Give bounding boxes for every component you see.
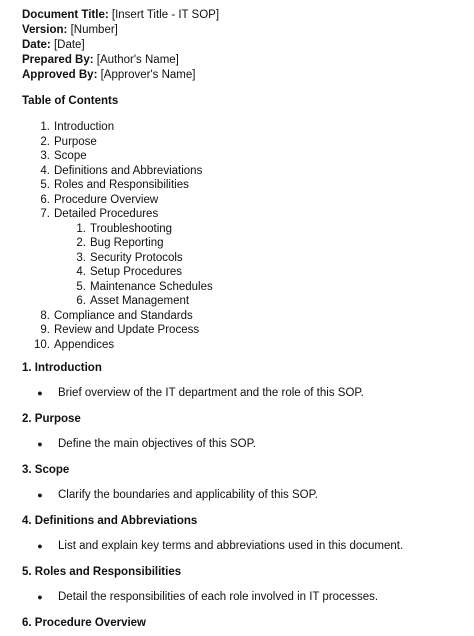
toc-item-number: 3. — [40, 150, 50, 162]
toc-item-number: 6. — [40, 193, 50, 206]
bullet-icon: ● — [37, 592, 43, 602]
toc-item — [22, 338, 462, 353]
approved-by-value: [Approver's Name] — [97, 69, 196, 81]
toc-subitem-number: 4. — [76, 266, 86, 278]
toc-subitem — [22, 265, 462, 280]
toc-item-label: Review and Update Process — [54, 324, 200, 336]
document-page — [22, 8, 462, 631]
toc-subitem-label: Maintenance Schedules — [90, 280, 213, 293]
toc-item-label: Compliance and Standards — [54, 309, 193, 322]
document-title-value: [Insert Title - IT SOP] — [108, 9, 220, 21]
bullet-icon: ● — [37, 388, 43, 398]
toc-item-label: Roles and Responsibilities — [54, 179, 189, 191]
section-bullet-text: List and explain key terms and abbreviations used in this document. — [58, 540, 404, 552]
document-title-label: Document Title: — [22, 9, 109, 21]
toc-item-number: 7. — [40, 208, 50, 220]
section-heading-procedure-overview: 6. Procedure Overview — [22, 617, 147, 629]
prepared-by-label: Prepared By: — [22, 54, 94, 66]
toc-subitem-number: 1. — [76, 222, 86, 235]
section-bullet-text: Brief overview of the IT department and the role of this SOP. — [58, 387, 364, 399]
toc-item-number: 9. — [40, 324, 50, 336]
version-line — [22, 23, 462, 38]
toc-item — [22, 323, 462, 338]
prepared-by-line — [22, 53, 462, 68]
toc-item-number: 4. — [40, 164, 50, 177]
section-heading-roles: 5. Roles and Responsibilities — [22, 566, 182, 578]
toc-item-label: Purpose — [54, 135, 97, 148]
toc-subitem-label: Troubleshooting — [90, 222, 173, 235]
toc-item — [22, 193, 462, 208]
section-bullet — [22, 488, 462, 503]
section-heading-purpose: 2. Purpose — [22, 413, 81, 425]
toc-subitem-number: 5. — [76, 280, 86, 293]
toc-subitem-label: Security Protocols — [90, 251, 183, 264]
toc-item — [22, 135, 462, 150]
toc-subitem-label: Bug Reporting — [90, 237, 164, 249]
section-bullet-text: Clarify the boundaries and applicability of this SOP. — [58, 489, 318, 501]
toc-subitem — [22, 280, 462, 295]
toc-subitem — [22, 251, 462, 266]
toc-subitem-number: 3. — [76, 251, 86, 264]
date-line — [22, 38, 462, 53]
toc-item — [22, 178, 462, 193]
toc-item-number: 2. — [40, 135, 50, 148]
toc-item — [22, 207, 462, 222]
version-value: [Number] — [67, 24, 118, 36]
toc-item — [22, 120, 462, 135]
toc-item-label: Appendices — [54, 338, 115, 351]
toc-item-label: Definitions and Abbreviations — [54, 164, 203, 177]
approved-by-label: Approved By: — [22, 69, 98, 81]
section-heading-definitions: 4. Definitions and Abbreviations — [22, 515, 198, 527]
toc-subitem-number: 2. — [76, 237, 86, 249]
prepared-by-value: [Author's Name] — [93, 54, 179, 66]
approved-by-line — [22, 68, 462, 83]
toc-item-label: Scope — [54, 150, 87, 162]
bullet-icon: ● — [37, 439, 43, 449]
toc-item-number: 10. — [34, 338, 50, 351]
toc-item-label: Procedure Overview — [54, 193, 159, 206]
toc-subitem-number: 6. — [76, 295, 86, 307]
section-heading-scope: 3. Scope — [22, 464, 70, 476]
version-label: Version: — [22, 24, 68, 36]
toc-item-number: 5. — [40, 179, 50, 191]
section-bullet-text: Define the main objectives of this SOP. — [58, 438, 256, 450]
toc-subitem — [22, 222, 462, 237]
bullet-icon: ● — [37, 541, 43, 551]
toc-item — [22, 309, 462, 324]
document-title-line — [22, 8, 462, 23]
section-heading-introduction: 1. Introduction — [22, 362, 102, 374]
toc-subitem — [22, 294, 462, 309]
toc-title: Table of Contents — [22, 95, 119, 107]
toc-subitem-label: Asset Management — [90, 295, 190, 307]
bullet-icon: ● — [37, 490, 43, 500]
section-bullet-text: Detail the responsibilities of each role involved in IT processes. — [58, 591, 379, 603]
date-value: [Date] — [50, 39, 85, 51]
toc-list — [22, 120, 462, 352]
toc-subitem — [22, 236, 462, 251]
toc-item — [22, 164, 462, 179]
toc-item-number: 1. — [40, 121, 50, 133]
toc-item-number: 8. — [40, 309, 50, 322]
section-bullet — [22, 539, 462, 554]
toc-item — [22, 149, 462, 164]
date-label: Date: — [22, 39, 51, 51]
toc-subitem-label: Setup Procedures — [90, 266, 183, 278]
section-bullet — [22, 590, 462, 605]
toc-item-label: Detailed Procedures — [54, 208, 159, 220]
section-bullet — [22, 437, 462, 452]
toc-item-label: Introduction — [54, 121, 115, 133]
section-bullet — [22, 386, 462, 401]
